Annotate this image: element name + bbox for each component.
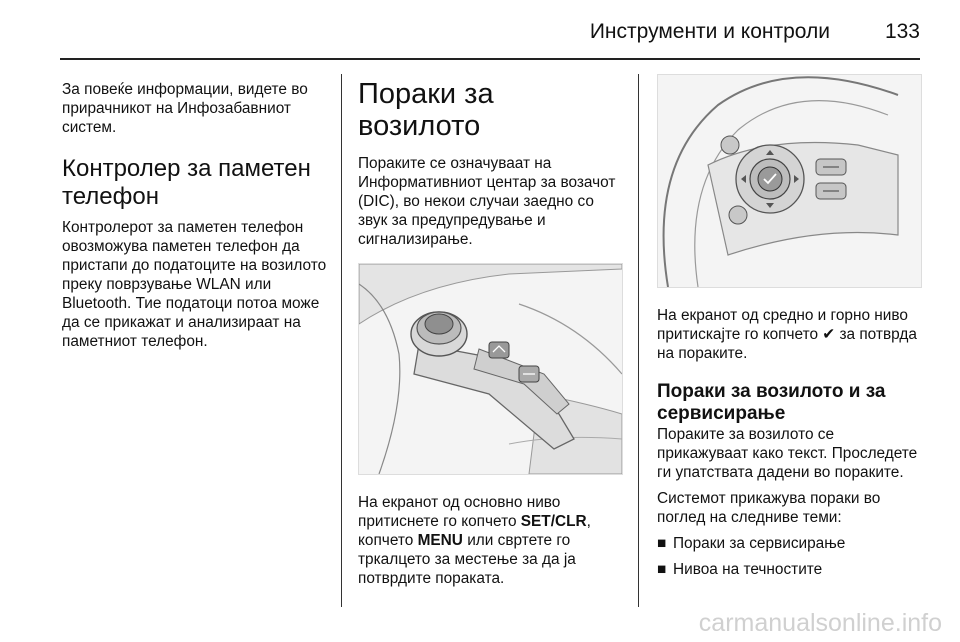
smartphone-controller-body: Контролерот за паметен телефон овозможува паметен телефон да пристапи до податоците на возилото преку поврзување WLAN или Bluetooth. Тие податоци потоа може да се прикажат и анализираат на паметниот телефон.: [62, 219, 327, 350]
lever-instruction: [358, 493, 623, 588]
steering-wheel-controls-illustration: [657, 74, 922, 288]
instruction-text-3: или свртете го тркалцето за местење за да ја потврдите пораката.: [358, 532, 576, 587]
instruction-text-1: На екранот од основно ниво притиснете го копчето: [358, 494, 561, 530]
list-item: [657, 560, 922, 579]
column-right: [657, 74, 922, 579]
intro-paragraph: За повеќе информации, видете во прирачникот на Инфозабавниот систем.: [62, 81, 308, 136]
turn-signal-lever-illustration: [358, 263, 623, 475]
instruction-text-2: , копчето: [358, 513, 591, 549]
menu-button-label: MENU: [417, 532, 463, 549]
confirm-instruction: На екранот од средно и горно ниво притискајте го копчето ✔ за потврда на пораките.: [657, 307, 917, 362]
vehicle-messages-heading: Пораки за возилото: [358, 78, 494, 142]
list-item-text: Нивоа на течностите: [673, 561, 823, 578]
column-left: [62, 80, 327, 351]
vehicle-service-messages-heading: Пораки за возилото и за сервисирање: [657, 381, 886, 424]
vehicle-messages-intro: Пораките се означуваат на Информативниот центар за возачот (DIC), во некои случаи заедно со звук за предупредување и сигнализирање.: [358, 155, 616, 248]
bullet-icon: ■: [657, 535, 667, 552]
column-divider-1: [341, 74, 342, 607]
lever-drawing: [359, 264, 622, 474]
column-divider-2: [638, 74, 639, 607]
header-divider: [60, 58, 920, 60]
watermark: carmanualsonline.info: [698, 609, 942, 637]
list-item: [657, 534, 922, 553]
set-clr-button-label: SET/CLR: [520, 513, 587, 530]
chapter-title: Инструменти и контроли: [589, 20, 830, 43]
bullet-icon: ■: [657, 561, 667, 578]
vehicle-messages-text: Пораките за возилото се прикажуваат како текст. Проследете ги упатствата дадени во пораките.: [657, 426, 918, 481]
column-middle: [358, 78, 623, 588]
topics-intro: Системот прикажува пораки во поглед на следниве теми:: [657, 490, 881, 526]
page-header: [60, 20, 920, 60]
steering-wheel-drawing: [658, 75, 921, 287]
page-number: 133: [884, 20, 920, 43]
smartphone-controller-heading: Контролер за паметен телефон: [62, 155, 311, 210]
list-item-text: Пораки за сервисирање: [673, 535, 846, 552]
